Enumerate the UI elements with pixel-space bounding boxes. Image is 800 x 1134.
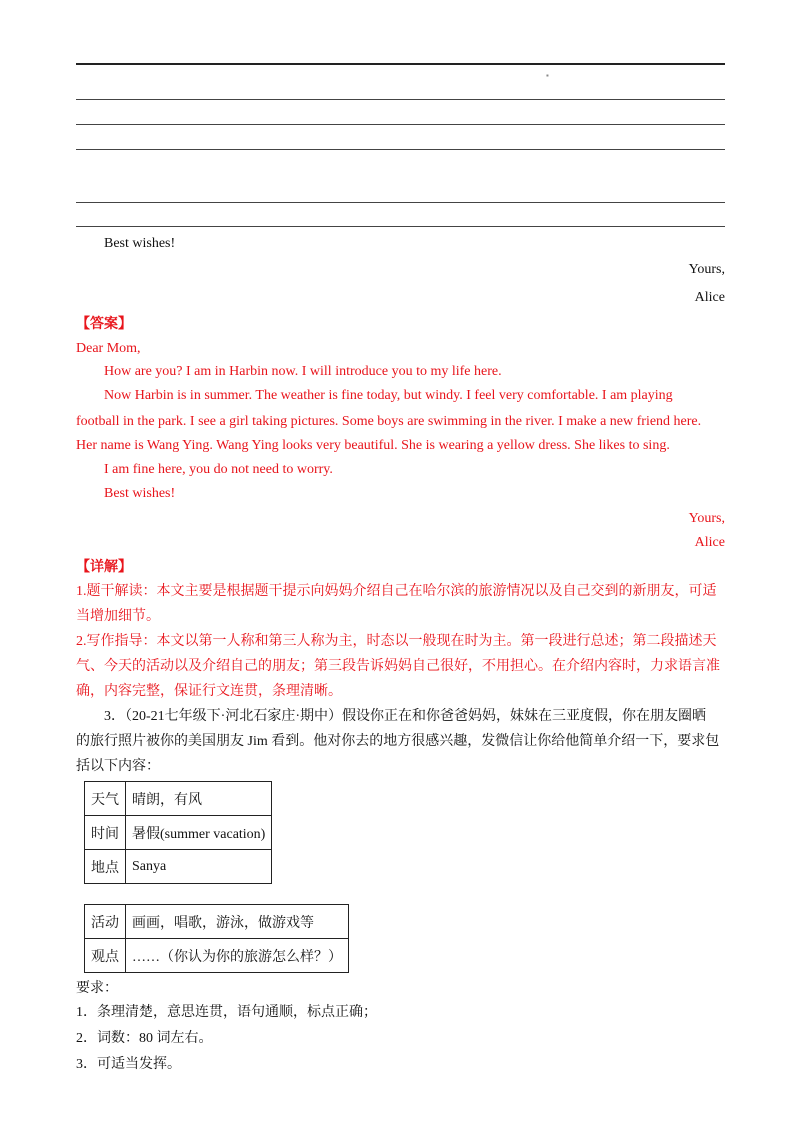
letter-sign-name: Alice bbox=[694, 290, 725, 305]
table-key: 地点 bbox=[85, 850, 126, 884]
table-row bbox=[85, 939, 349, 973]
requirement-item: 3．可适当发挥。 bbox=[76, 1057, 181, 1072]
table-value: ……（你认为你的旅游怎么样？） bbox=[126, 939, 349, 973]
explanation-line: 1.题干解读：本文主要是根据题干提示向妈妈介绍自己在哈尔滨的旅游情况以及自己交到的新朋友，可适 bbox=[76, 584, 717, 599]
table-row bbox=[85, 850, 272, 884]
explanation-line: 2.写作指导：本文以第一人称和第三人称为主，时态以一般现在时为主。第一段进行总述；第二段描述天 bbox=[76, 634, 717, 649]
question-line: 的旅行照片被你的美国朋友 Jim 看到。他对你去的地方很感兴趣，发微信让你给他简单介绍一下，要求包 bbox=[76, 734, 720, 749]
table-key: 活动 bbox=[85, 905, 126, 939]
question-line: 3．（20-21七年级下·河北石家庄·期中）假设你正在和你爸爸妈妈，妹妹在三亚度假，你在朋友圈晒 bbox=[104, 709, 706, 724]
writing-line bbox=[76, 202, 725, 203]
answer-heading: 【答案】 bbox=[76, 317, 132, 332]
requirement-item: 1．条理清楚，意思连贯，语句通顺，标点正确； bbox=[76, 1005, 377, 1020]
decorative-dot: ▪ bbox=[546, 71, 549, 80]
letter-closing: Best wishes! bbox=[104, 236, 176, 251]
table-value: 画画，唱歌，游泳，做游戏等 bbox=[126, 905, 349, 939]
info-table-1 bbox=[84, 781, 272, 884]
explanation-line: 确，内容完整，保证行文连贯，条理清晰。 bbox=[76, 684, 342, 699]
answer-line: Best wishes! bbox=[104, 486, 176, 501]
answer-sign-name: Alice bbox=[694, 535, 725, 550]
answer-line: I am fine here, you do not need to worry. bbox=[104, 462, 333, 477]
answer-sign-yours: Yours, bbox=[688, 511, 725, 526]
letter-sign-yours: Yours, bbox=[688, 262, 725, 277]
table-row bbox=[85, 782, 272, 816]
writing-line bbox=[76, 226, 725, 227]
writing-line bbox=[76, 63, 725, 65]
table-key: 时间 bbox=[85, 816, 126, 850]
explanation-heading: 【详解】 bbox=[76, 560, 132, 575]
info-table-2 bbox=[84, 904, 349, 973]
answer-line: Her name is Wang Ying. Wang Ying looks very beautiful. She is wearing a yellow dress. She likes to sing. bbox=[76, 438, 670, 453]
writing-line bbox=[76, 149, 725, 150]
question-line: 括以下内容： bbox=[76, 759, 160, 774]
explanation-line: 当增加细节。 bbox=[76, 609, 160, 624]
answer-line: Dear Mom, bbox=[76, 341, 141, 356]
table-value: 暑假(summer vacation) bbox=[126, 816, 272, 850]
table-row bbox=[85, 816, 272, 850]
table-value: 晴朗，有风 bbox=[126, 782, 272, 816]
table-key: 天气 bbox=[85, 782, 126, 816]
requirements-title: 要求： bbox=[76, 981, 118, 996]
requirement-item: 2．词数：80 词左右。 bbox=[76, 1031, 213, 1046]
answer-line: Now Harbin is in summer. The weather is fine today, but windy. I feel very comfortable. I am playing bbox=[104, 388, 673, 403]
answer-line: How are you? I am in Harbin now. I will introduce you to my life here. bbox=[104, 364, 502, 379]
writing-line bbox=[76, 124, 725, 125]
explanation-line: 气、今天的活动以及介绍自己的朋友；第三段告诉妈妈自己很好，不用担心。在介绍内容时，力求语言准 bbox=[76, 659, 720, 674]
answer-line: football in the park. I see a girl taking pictures. Some boys are swimming in the river. I make a new friend here. bbox=[76, 414, 702, 429]
writing-line bbox=[76, 99, 725, 100]
table-value: Sanya bbox=[126, 850, 272, 884]
table-row bbox=[85, 905, 349, 939]
table-key: 观点 bbox=[85, 939, 126, 973]
